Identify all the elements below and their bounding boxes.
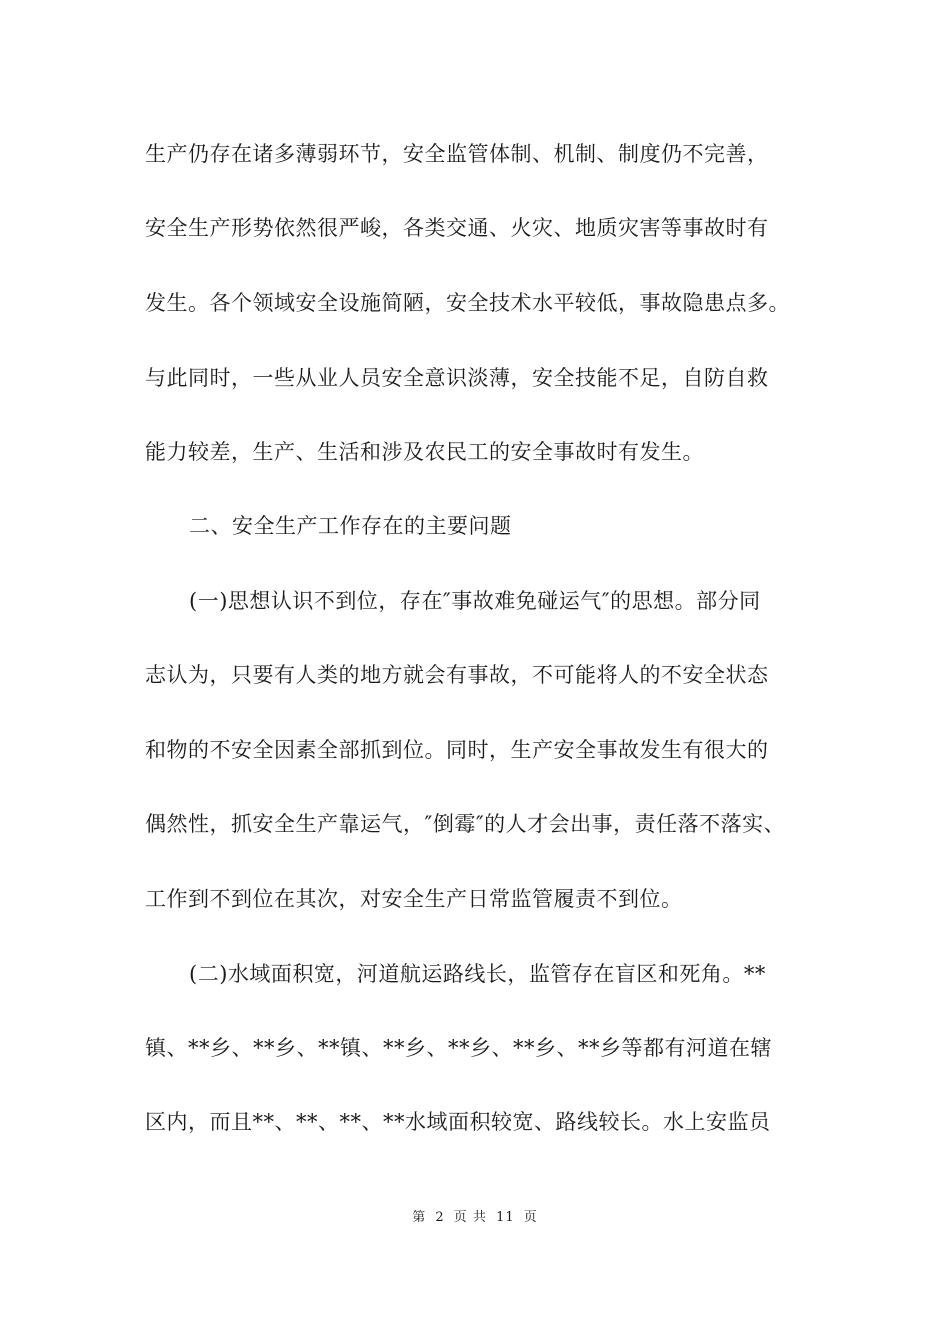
- footer-prefix: 第: [412, 1210, 427, 1225]
- text-line-4: 与此同时，一些从业人员安全意识淡薄，安全技能不足，自防自救: [145, 366, 769, 390]
- text-line-1: 生产仍存在诸多薄弱环节，安全监管体制、机制、制度仍不完善，: [145, 142, 769, 166]
- footer-suffix: 页: [523, 1210, 538, 1225]
- text-line-11: 工作到不到位在其次，对安全生产日常监管履责不到位。: [145, 887, 683, 911]
- text-line-13: 镇、**乡、**乡、**镇、**乡、**乡、**乡、**乡等都有河道在辖: [145, 1036, 772, 1060]
- text-line-9: 和物的不安全因素全部抓到位。同时，生产安全事故发生有很大的: [145, 738, 769, 762]
- text-line-10: 偶然性，抓安全生产靠运气，″倒霉″的人才会出事，责任落不落实、: [145, 812, 786, 836]
- text-line-8: 志认为，只要有人类的地方就会有事故，不可能将人的不安全状态: [145, 663, 769, 687]
- text-line-3: 发生。各个领域安全设施简陋，安全技术水平较低，事故隐患点多。: [145, 291, 790, 315]
- text-line-14: 区内，而且**、**、**、**水域面积较宽、路线较长。水上安监员: [145, 1110, 771, 1134]
- footer-middle: 页 共: [453, 1210, 487, 1225]
- section-heading: 二、安全生产工作存在的主要问题: [189, 514, 512, 538]
- text-line-2: 安全生产形势依然很严峻，各类交通、火灾、地质灾害等事故时有: [145, 216, 769, 240]
- page-footer: [0, 1209, 950, 1227]
- text-line-7: (一)思想认识不到位，存在″事故难免碰运气″的思想。部分同: [189, 589, 761, 613]
- text-line-5: 能力较差，生产、生活和涉及农民工的安全事故时有发生。: [145, 440, 704, 464]
- text-line-12: (二)水域面积宽，河道航运路线长，监管存在盲区和死角。**: [189, 962, 766, 986]
- footer-page-number: 2: [435, 1210, 445, 1225]
- footer-total-pages: 11: [496, 1210, 515, 1225]
